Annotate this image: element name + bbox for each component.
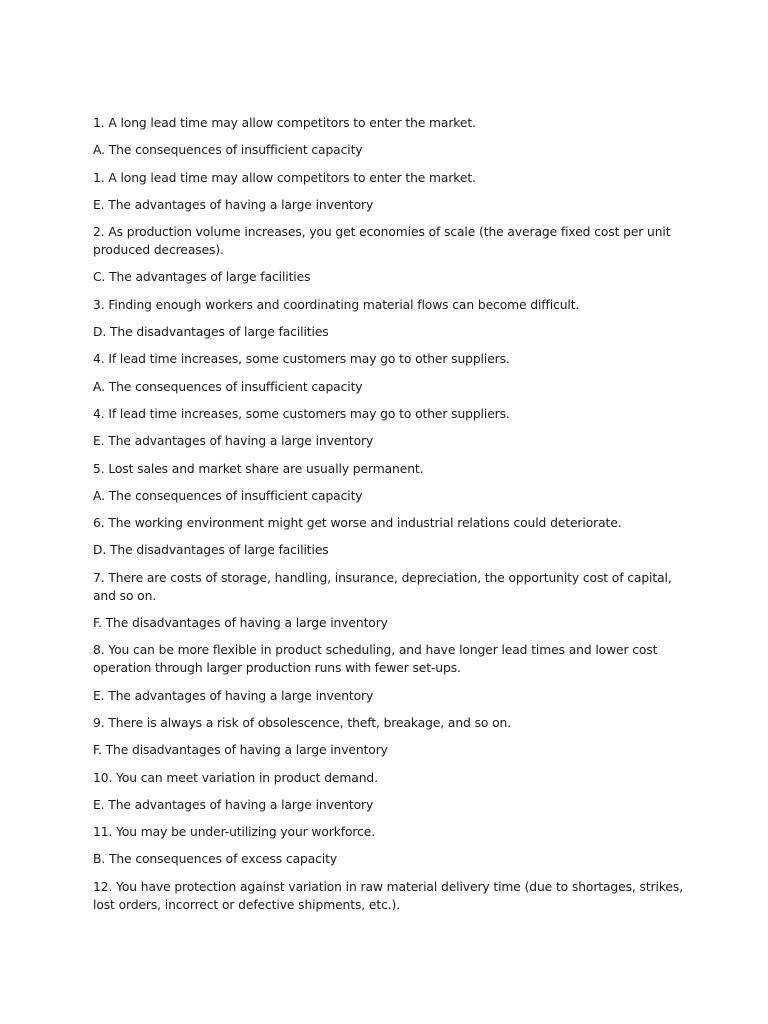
answer-paragraph: C. The advantages of large facilities [93, 270, 311, 285]
statement-paragraph: 5. Lost sales and market share are usually permanent. [93, 461, 424, 476]
answer-paragraph: F. The disadvantages of having a large inventory [93, 743, 388, 758]
answer-paragraph: E. The advantages of having a large inventory [93, 797, 374, 812]
statement-paragraph: 4. If lead time increases, some customers may go to other suppliers. [93, 352, 510, 367]
answer-paragraph: A. The consequences of insufficient capacity [93, 143, 363, 158]
statement-paragraph: 4. If lead time increases, some customers may go to other suppliers. [93, 406, 510, 421]
statement-paragraph: 9. There is always a risk of obsolescence, theft, breakage, and so on. [93, 715, 512, 730]
answer-paragraph: B. The consequences of excess capacity [93, 852, 338, 867]
statement-paragraph: 2. As production volume increases, you get economies of scale (the average fixed cost per unit produced decreases). [93, 225, 671, 258]
answer-paragraph: E. The advantages of having a large inventory [93, 197, 374, 212]
answer-paragraph: A. The consequences of insufficient capacity [93, 488, 363, 503]
statement-paragraph: 12. You have protection against variation in raw material delivery time (due to shortages, strikes, lost orders, incorrect or defective shipments, etc.). [93, 879, 683, 912]
statement-paragraph: 10. You can meet variation in product demand. [93, 770, 378, 785]
statement-paragraph: 8. You can be more flexible in product scheduling, and have longer lead times and lower cost operation through larger production runs with fewer set-ups. [93, 643, 658, 676]
answer-paragraph: F. The disadvantages of having a large inventory [93, 616, 388, 631]
answer-paragraph: E. The advantages of having a large inventory [93, 688, 374, 703]
statement-paragraph: 7. There are costs of storage, handling, insurance, depreciation, the opportunity cost of capital, and so on. [93, 570, 672, 603]
statement-paragraph: 3. Finding enough workers and coordinating material flows can become difficult. [93, 297, 580, 312]
answer-paragraph: A. The consequences of insufficient capacity [93, 379, 363, 394]
statement-paragraph: 6. The working environment might get worse and industrial relations could deteriorate. [93, 516, 622, 531]
answer-paragraph: D. The disadvantages of large facilities [93, 325, 329, 340]
document-body [93, 114, 683, 923]
statement-paragraph: 11. You may be under-utilizing your workforce. [93, 825, 376, 840]
statement-paragraph: 1. A long lead time may allow competitors to enter the market. [93, 170, 476, 185]
answer-paragraph: E. The advantages of having a large inventory [93, 434, 374, 449]
statement-paragraph: 1. A long lead time may allow competitors to enter the market. [93, 116, 476, 130]
answer-paragraph: D. The disadvantages of large facilities [93, 543, 329, 558]
